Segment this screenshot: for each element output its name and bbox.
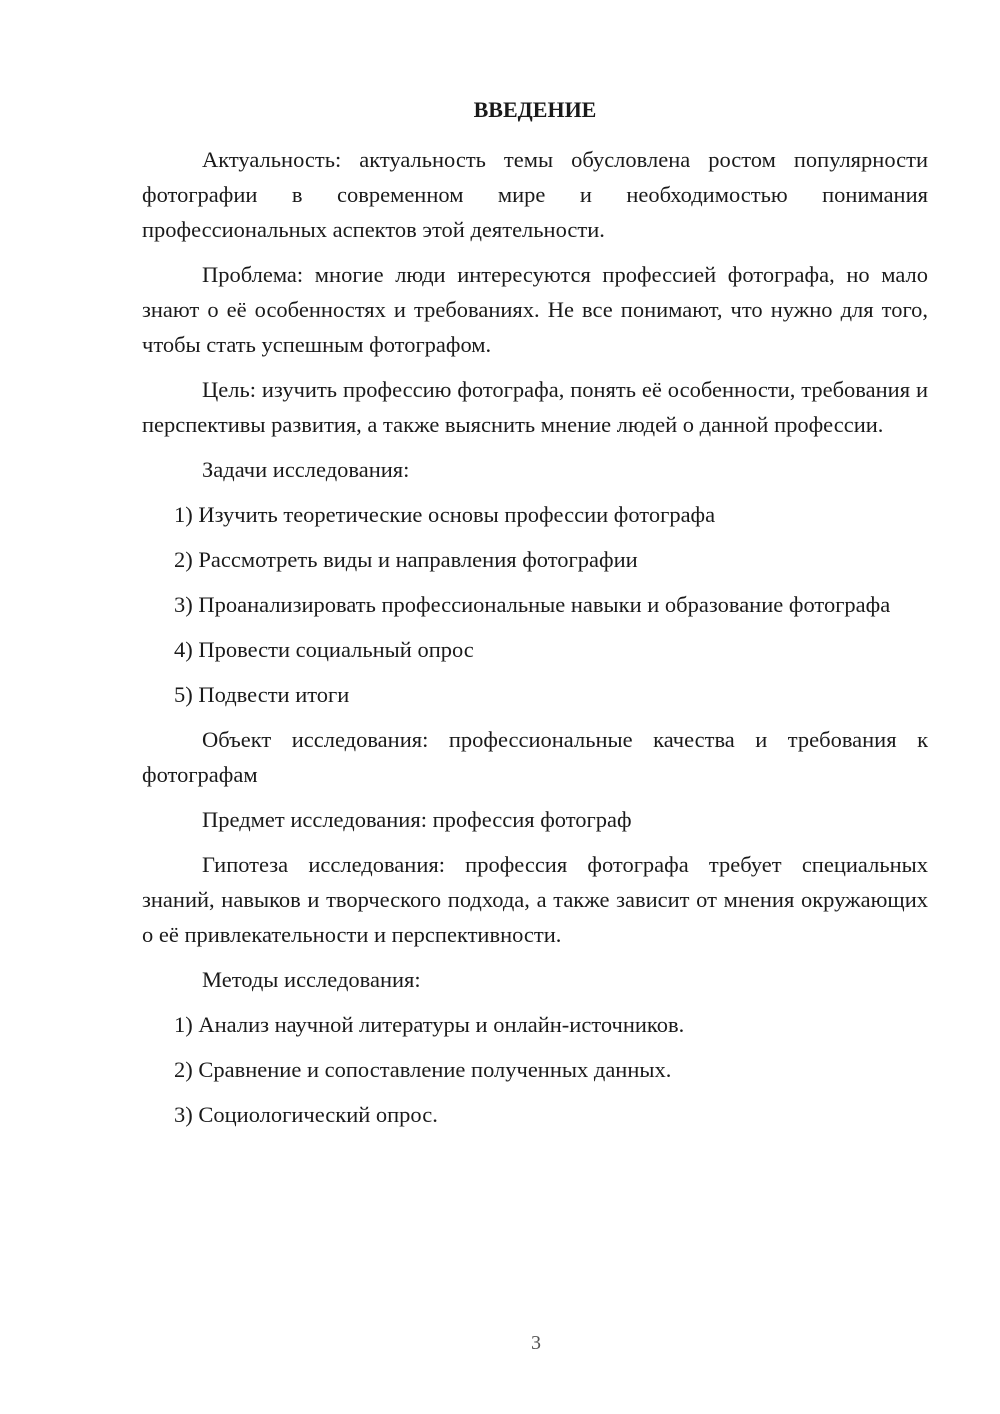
section-heading: ВВЕДЕНИЕ: [473, 97, 597, 122]
method-item-2: 2) Сравнение и сопоставление полученных данных.: [174, 1057, 672, 1082]
task-item-4: 4) Провести социальный опрос: [174, 637, 474, 662]
goal-paragraph: Цель: изучить профессию фотографа, понять её особенности, требования и перспективы развития, а также выяснить мнение людей о данной профессии.: [142, 377, 928, 437]
hypothesis-paragraph: Гипотеза исследования: профессия фотографа требует специальных знаний, навыков и творческого подхода, а также зависит от мнения окружающих о её привлекательности и перспективности.: [142, 852, 928, 947]
task-item-3: 3) Проанализировать профессиональные навыки и образование фотографа: [174, 592, 891, 617]
method-item-3: 3) Социологический опрос.: [174, 1102, 438, 1127]
method-item-1: 1) Анализ научной литературы и онлайн-источников.: [174, 1012, 685, 1037]
task-item-5: 5) Подвести итоги: [174, 682, 350, 707]
methods-title: Методы исследования:: [202, 967, 421, 992]
page-number: 3: [531, 1332, 541, 1354]
object-paragraph: Объект исследования: профессиональные качества и требования к фотографам: [142, 727, 928, 787]
subject-paragraph: Предмет исследования: профессия фотограф: [202, 807, 632, 832]
problem-paragraph: Проблема: многие люди интересуются профессией фотографа, но мало знают о её особенностях и требованиях. Не все понимают, что нужно для того, чтобы стать успешным фотографом.: [142, 262, 928, 357]
task-item-2: 2) Рассмотреть виды и направления фотографии: [174, 547, 638, 572]
page-content: [142, 88, 928, 1142]
relevance-paragraph: Актуальность: актуальность темы обусловлена ростом популярности фотографии в современном мире и необходимостью понимания профессиональных аспектов этой деятельности.: [142, 147, 928, 242]
tasks-title: Задачи исследования:: [202, 457, 410, 482]
task-item-1: 1) Изучить теоретические основы профессии фотографа: [174, 502, 716, 527]
